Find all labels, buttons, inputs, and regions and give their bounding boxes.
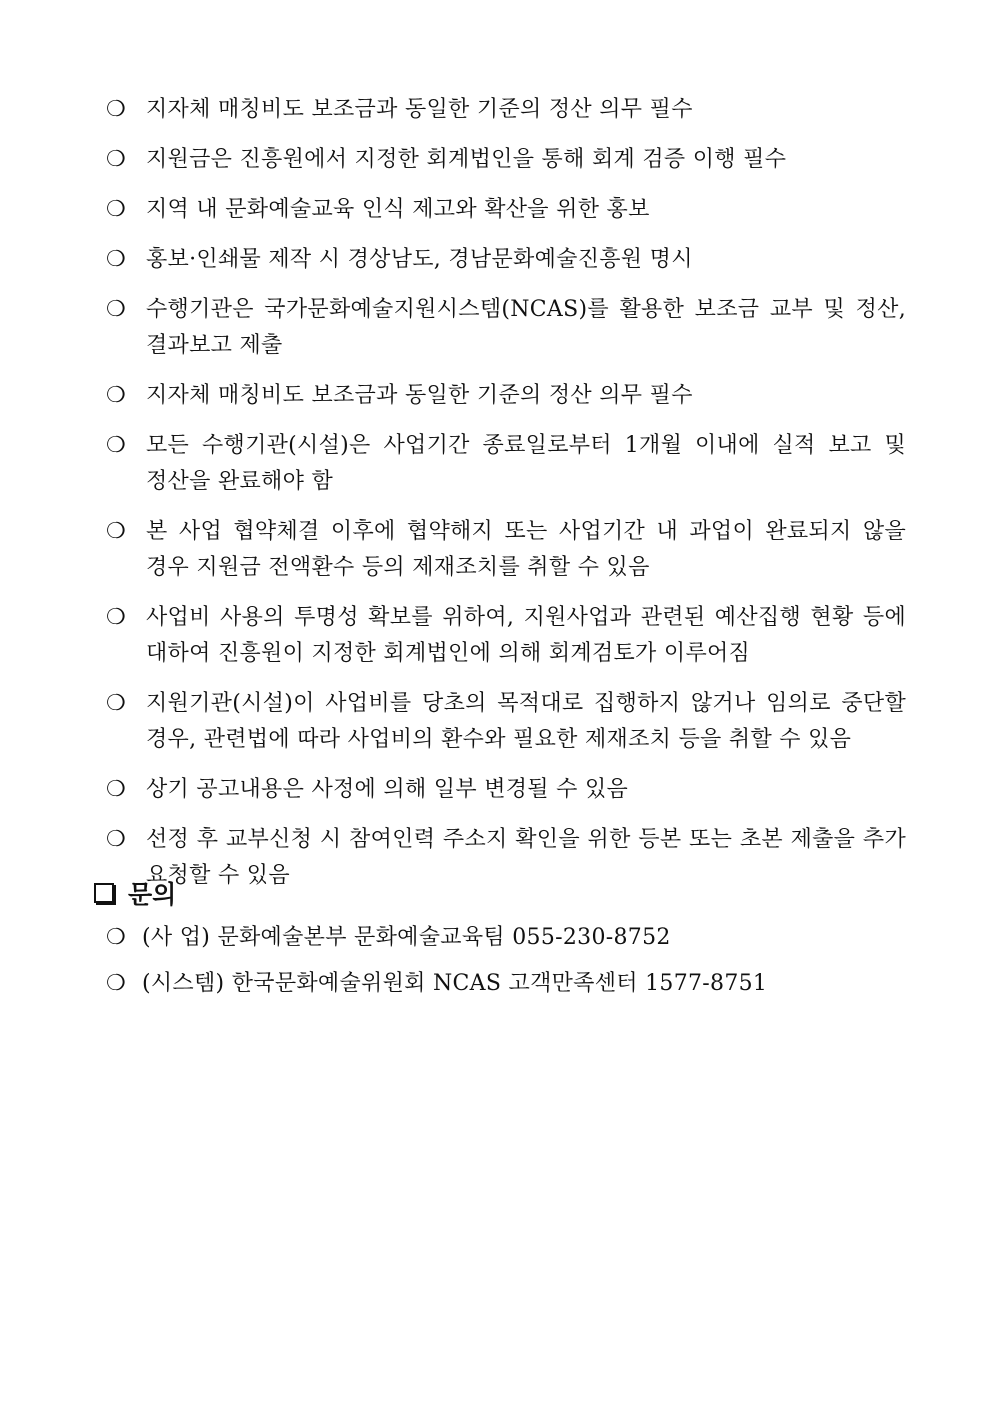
circle-bullet-icon: ❍: [106, 297, 126, 322]
notice-item: [106, 772, 906, 808]
contact-item: [106, 966, 906, 1002]
notice-item: [106, 514, 906, 586]
contact-text: (시스템) 한국문화예술위원회 NCAS 고객만족센터 1577-8751: [142, 971, 768, 996]
circle-bullet-icon: ❍: [106, 383, 126, 408]
notice-text: 사업비 사용의 투명성 확보를 위하여, 지원사업과 관련된 예산집행 현황 등에 대하여 진흥원이 지정한 회계법인에 의해 회계검토가 이루어짐: [146, 605, 906, 666]
notice-text: 지원금은 진흥원에서 지정한 회계법인을 통해 회계 검증 이행 필수: [146, 147, 787, 172]
square-checkbox-icon: [94, 883, 114, 903]
notice-item: [106, 142, 906, 178]
inquiry-heading: [94, 873, 176, 913]
circle-bullet-icon: ❍: [106, 147, 126, 172]
circle-bullet-icon: ❍: [106, 605, 126, 630]
notice-text: 본 사업 협약체결 이후에 협약해지 또는 사업기간 내 과업이 완료되지 않을 경우 지원금 전액환수 등의 제재조치를 취할 수 있음: [146, 519, 906, 580]
notice-list: [106, 92, 906, 908]
notice-item: [106, 378, 906, 414]
notice-text: 선정 후 교부신청 시 참여인력 주소지 확인을 위한 등본 또는 초본 제출을 추가 요청할 수 있음: [146, 827, 906, 888]
circle-bullet-icon: ❍: [106, 691, 126, 716]
notice-item: [106, 192, 906, 228]
notice-item: [106, 428, 906, 500]
contact-item: [106, 920, 906, 956]
circle-bullet-icon: ❍: [106, 97, 126, 122]
notice-item: [106, 686, 906, 758]
inquiry-heading-text: 문의: [128, 880, 177, 909]
circle-bullet-icon: ❍: [106, 925, 126, 950]
circle-bullet-icon: ❍: [106, 197, 126, 222]
notice-text: 모든 수행기관(시설)은 사업기간 종료일로부터 1개월 이내에 실적 보고 및 정산을 완료해야 함: [146, 433, 906, 494]
notice-item: [106, 242, 906, 278]
notice-text: 지자체 매칭비도 보조금과 동일한 기준의 정산 의무 필수: [146, 97, 693, 122]
notice-text: 지자체 매칭비도 보조금과 동일한 기준의 정산 의무 필수: [146, 383, 693, 408]
notice-text: 홍보·인쇄물 제작 시 경상남도, 경남문화예술진흥원 명시: [146, 247, 693, 272]
notice-text: 수행기관은 국가문화예술지원시스템(NCAS)를 활용한 보조금 교부 및 정산, 결과보고 제출: [146, 297, 906, 358]
notice-text: 상기 공고내용은 사정에 의해 일부 변경될 수 있음: [146, 777, 629, 802]
circle-bullet-icon: ❍: [106, 971, 126, 996]
notice-text: 지원기관(시설)이 사업비를 당초의 목적대로 집행하지 않거나 임의로 중단할 경우, 관련법에 따라 사업비의 환수와 필요한 제재조치 등을 취할 수 있음: [146, 691, 906, 752]
notice-text: 지역 내 문화예술교육 인식 제고와 확산을 위한 홍보: [146, 197, 650, 222]
notice-item: [106, 600, 906, 672]
notice-item: [106, 292, 906, 364]
circle-bullet-icon: ❍: [106, 777, 126, 802]
notice-item: [106, 92, 906, 128]
circle-bullet-icon: ❍: [106, 433, 126, 458]
circle-bullet-icon: ❍: [106, 519, 126, 544]
contact-text: (사 업) 문화예술본부 문화예술교육팀 055-230-8752: [142, 925, 671, 950]
contact-list: [106, 920, 906, 1012]
circle-bullet-icon: ❍: [106, 247, 126, 272]
notice-item: [106, 822, 906, 894]
circle-bullet-icon: ❍: [106, 827, 126, 852]
